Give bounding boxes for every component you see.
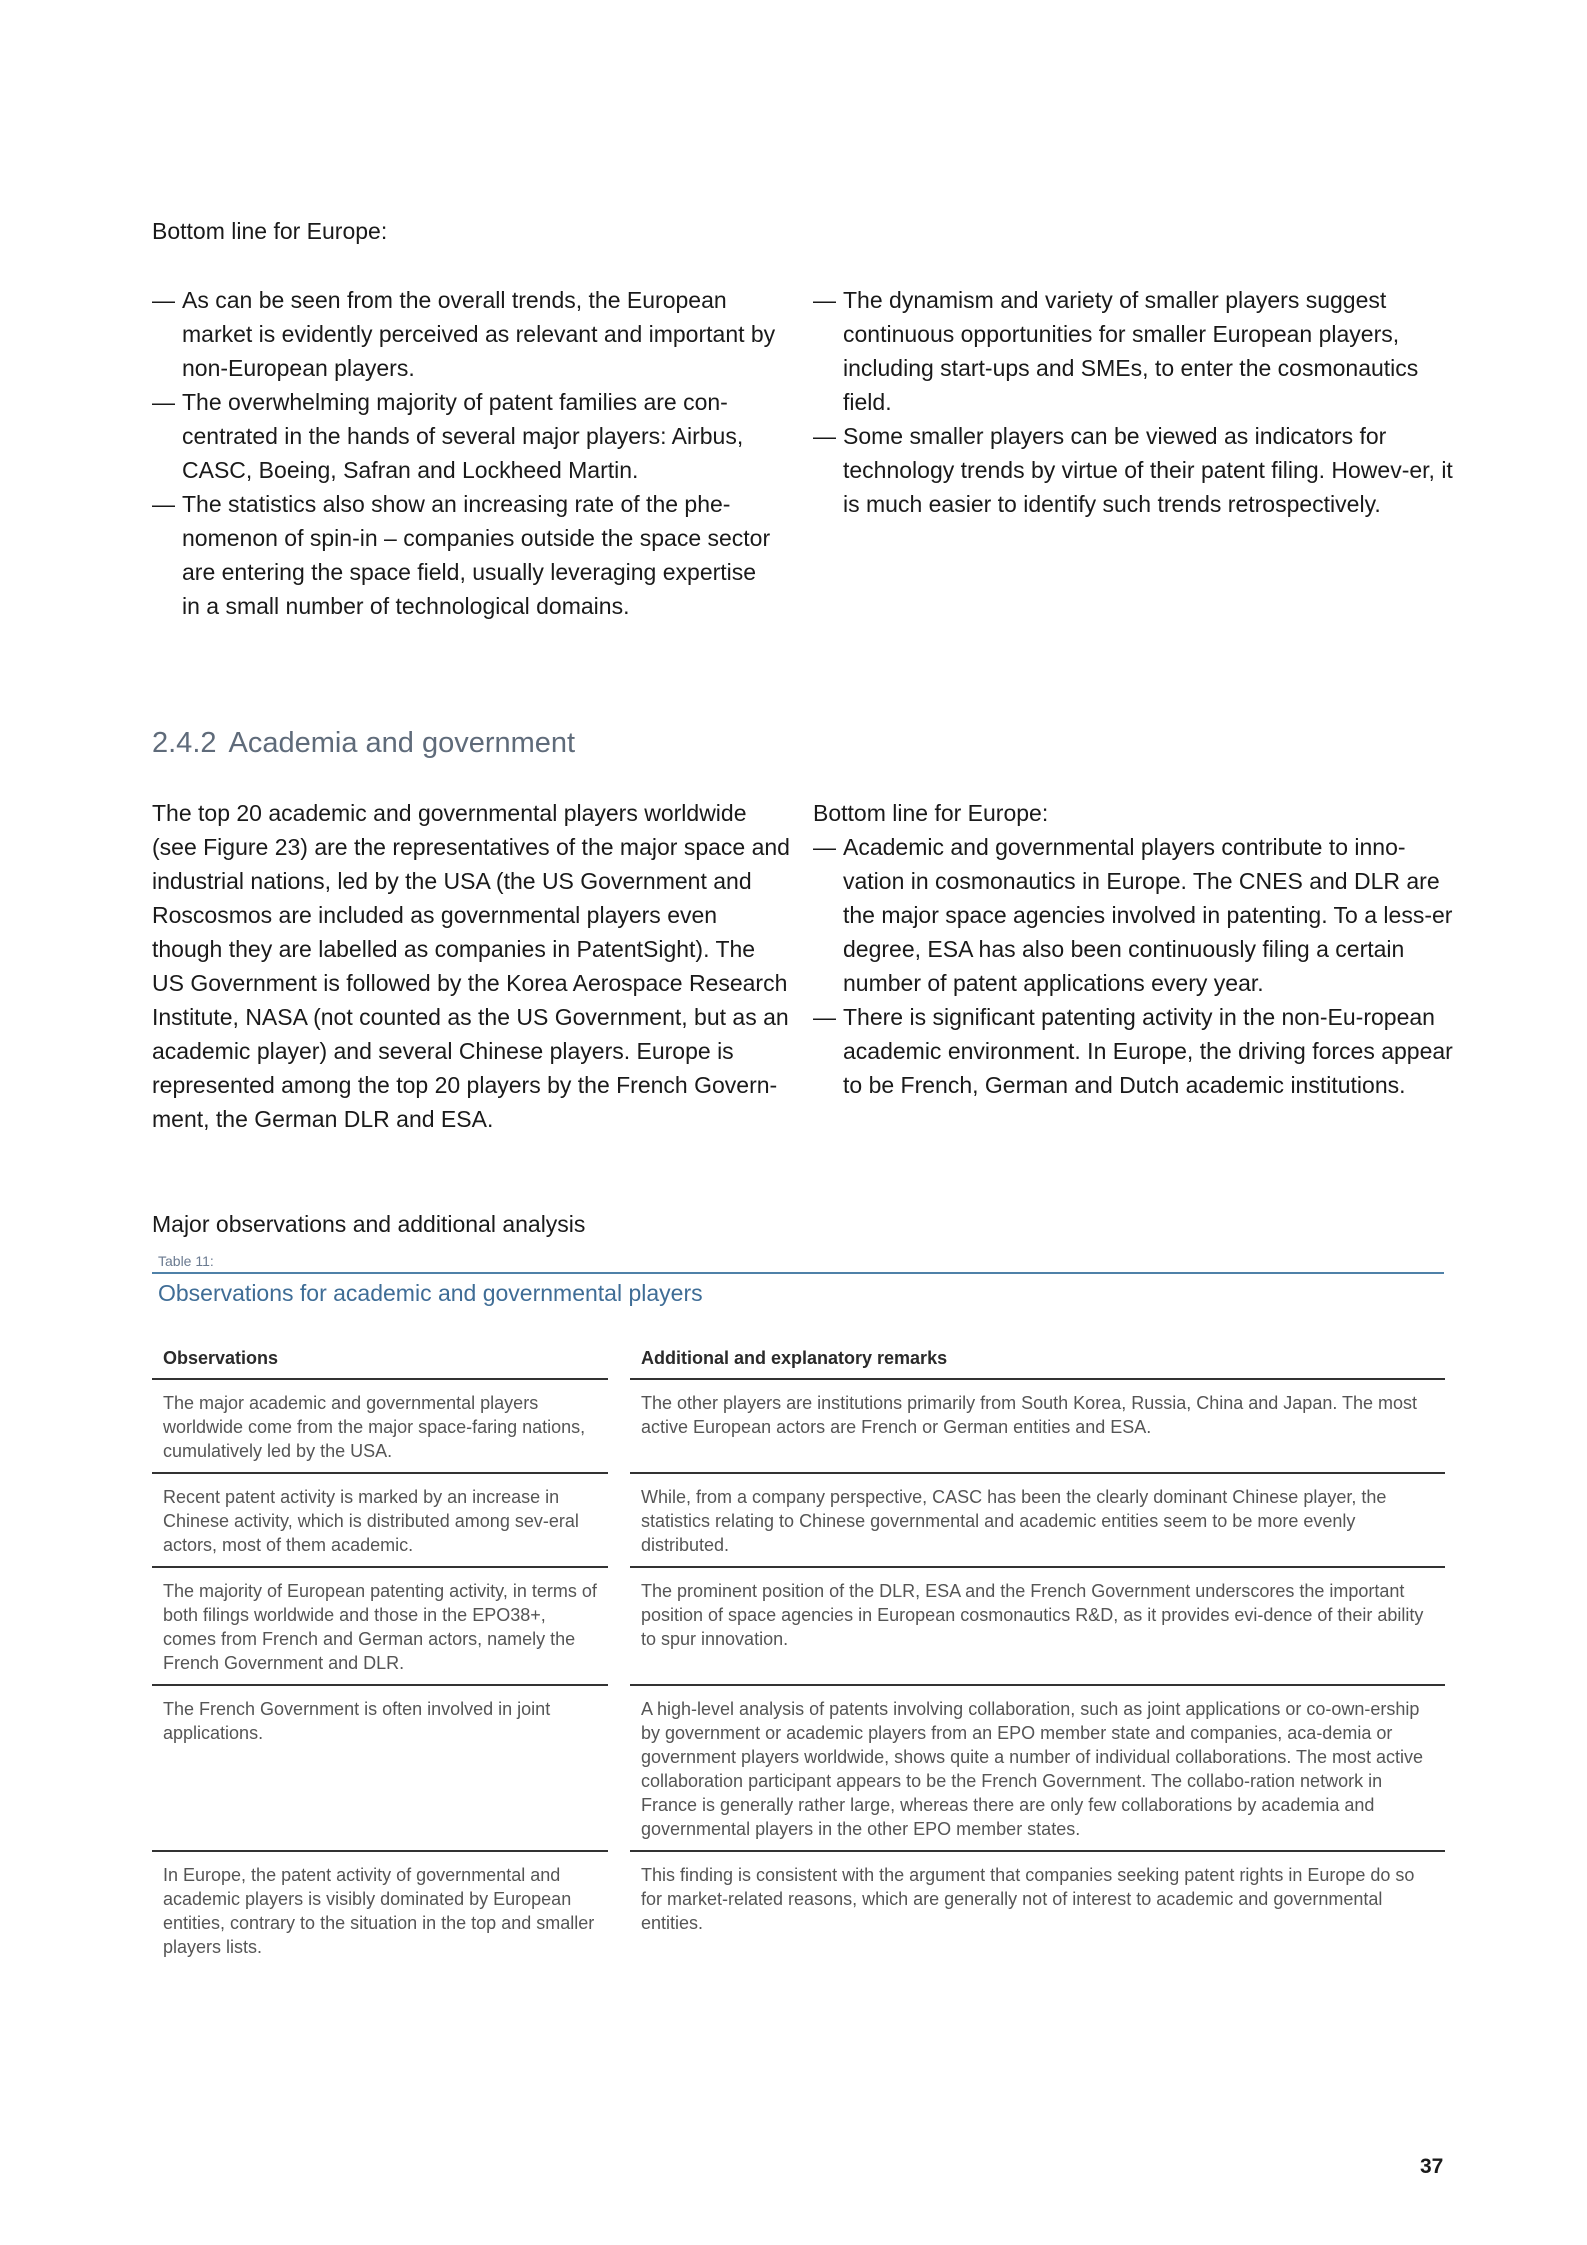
- row-divider: [630, 1850, 1445, 1852]
- table-cell-remark: This finding is consistent with the argument that companies seeking patent rights in Europe do so for market-related reasons, which are generally not of interest to academic and governmental entities.: [641, 1865, 1415, 1933]
- bottom-line-heading-1: Bottom line for Europe:: [152, 218, 388, 244]
- bottom-line-heading-2: Bottom line for Europe:: [813, 800, 1049, 826]
- row-divider: [152, 1378, 608, 1380]
- table-cell-observation: The majority of European patenting activity, in terms of both filings worldwide and those in the EPO38+, comes from French and German actors, namely the French Government and DLR.: [163, 1581, 597, 1673]
- list-item: — Academic and governmental players contribute to inno-vation in cosmonautics in Europe. The CNES and DLR are the major space agencies involved in patenting. To a less-er degree, ESA has also been continuously filing a certain number of patent applications every year.: [813, 830, 1453, 1000]
- bottom-line-right-list: [813, 283, 1453, 521]
- column-header-observations: Observations: [163, 1348, 279, 1368]
- table-cell-remark: While, from a company perspective, CASC has been the clearly dominant Chinese player, the statistics relating to Chinese governmental and academic entities seem to be more evenly distributed.: [641, 1487, 1387, 1555]
- column-header-remarks: Additional and explanatory remarks: [641, 1348, 948, 1368]
- page-number: 37: [1420, 2155, 1444, 2178]
- row-divider: [152, 1566, 608, 1568]
- list-item: — As can be seen from the overall trends, the European market is evidently perceived as relevant and important by non-European players.: [152, 283, 780, 385]
- section-body: The top 20 academic and governmental players worldwide (see Figure 23) are the representatives of the major space and industrial nations, led by the USA (the US Government and Roscosmos are included as governmental players even though they are labelled as companies in PatentSight). The US Government is followed by the Korea Aerospace Research Institute, NASA (not counted as the US Government, but as an academic player) and several Chinese players. Europe is represented among the top 20 players by the French Govern-ment, the German DLR and ESA.: [152, 800, 790, 1132]
- row-divider: [152, 1850, 608, 1852]
- row-divider: [152, 1472, 608, 1474]
- section-number: 2.4.2: [152, 727, 217, 759]
- table-title: Observations for academic and governmental players: [158, 1280, 703, 1306]
- section-title: Academia and government: [228, 727, 576, 759]
- table-cell-remark: The prominent position of the DLR, ESA and the French Government underscores the important position of space agencies in European cosmonautics R&D, as it provides evi-dence of their ability to spur innovation.: [641, 1581, 1424, 1649]
- row-divider: [630, 1472, 1445, 1474]
- bottom-line-2-list: [813, 830, 1453, 1102]
- table-cell-remark: The other players are institutions primarily from South Korea, Russia, China and Japan. The most active European actors are French or German entities and ESA.: [641, 1393, 1418, 1437]
- section-heading: [152, 725, 575, 761]
- table-top-rule: [152, 1272, 1444, 1274]
- row-divider: [630, 1684, 1445, 1686]
- table-cell-observation: The French Government is often involved in joint applications.: [163, 1699, 551, 1743]
- table-label: Table 11:: [158, 1253, 214, 1269]
- row-divider: [152, 1684, 608, 1686]
- table-cell-observation: The major academic and governmental players worldwide come from the major space-faring nations, cumulatively led by the USA.: [163, 1393, 586, 1461]
- row-divider: [630, 1378, 1445, 1380]
- list-item: — Some smaller players can be viewed as indicators for technology trends by virtue of their patent filing. Howev-er, it is much easier to identify such trends retrospectively.: [813, 419, 1453, 521]
- list-item: — The overwhelming majority of patent families are con-centrated in the hands of several major players: Airbus, CASC, Boeing, Safran and Lockheed Martin.: [152, 385, 780, 487]
- row-divider: [630, 1566, 1445, 1568]
- observations-heading: Major observations and additional analysis: [152, 1211, 586, 1237]
- table-cell-observation: In Europe, the patent activity of governmental and academic players is visibly dominated by European entities, contrary to the situation in the top and smaller players lists.: [163, 1865, 595, 1957]
- list-item: — There is significant patenting activity in the non-Eu-ropean academic environment. In Europe, the driving forces appear to be French, German and Dutch academic institutions.: [813, 1000, 1453, 1102]
- table-cell-observation: Recent patent activity is marked by an increase in Chinese activity, which is distributed among sev-eral actors, most of them academic.: [163, 1487, 579, 1555]
- table-cell-remark: A high-level analysis of patents involving collaboration, such as joint applications or co-own-ership by government or academic players from an EPO member state and companies, aca-demia or government players worldwide, shows quite a number of individual collaborations. The most active collaboration participant appears to be the French Government. The collabo-ration network in France is generally rather large, whereas there are only few collaborations by academia and governmental players in the other EPO member states.: [641, 1699, 1424, 1839]
- list-item: — The statistics also show an increasing rate of the phe-nomenon of spin-in – companies outside the space sector are entering the space field, usually leveraging expertise in a small number of technological domains.: [152, 487, 780, 623]
- bottom-line-left-list: [152, 283, 780, 623]
- list-item: — The dynamism and variety of smaller players suggest continuous opportunities for smaller European players, including start-ups and SMEs, to enter the cosmonautics field.: [813, 283, 1453, 419]
